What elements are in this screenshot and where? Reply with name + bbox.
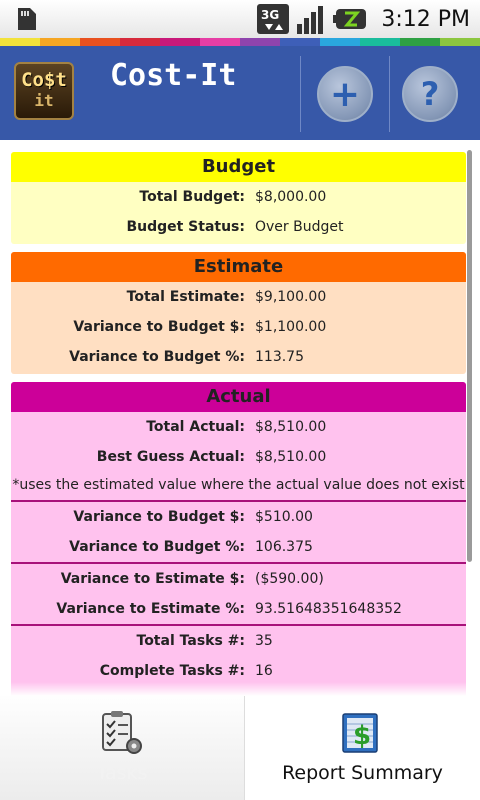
row-value: $9,100.00 — [255, 289, 327, 305]
tab-tasks[interactable] — [0, 696, 244, 800]
tab-tasks-label: Tasks — [96, 762, 148, 784]
row-label: Variance to Budget $: — [73, 509, 245, 525]
color-strip-segment — [160, 38, 200, 46]
color-strip-segment — [400, 38, 440, 46]
best-guess-actual-row — [11, 442, 466, 472]
row-label: Variance to Budget %: — [69, 539, 245, 555]
row-value: 93.51648351648352 — [255, 601, 402, 617]
bottom-tab-bar — [0, 696, 480, 800]
sd-card-icon — [14, 6, 40, 32]
budget-section — [11, 152, 466, 244]
scrollbar[interactable] — [467, 150, 472, 562]
add-button[interactable] — [317, 66, 373, 122]
row-value: Over Budget — [255, 219, 344, 235]
color-strip-segment — [200, 38, 240, 46]
row-label: Variance to Budget $: — [73, 319, 245, 335]
row-label: Variance to Budget %: — [69, 349, 245, 365]
actual-section — [11, 382, 466, 696]
variance-budget-amount-row — [11, 312, 466, 342]
color-strip-segment — [0, 38, 40, 46]
tab-report-summary[interactable] — [244, 696, 480, 800]
color-strip-segment — [240, 38, 280, 46]
row-value: $510.00 — [255, 509, 313, 525]
clock-time: 3:12 PM — [381, 6, 470, 32]
color-strip-segment — [320, 38, 360, 46]
logo-text-top: Co$t — [21, 69, 67, 91]
row-label: Total Budget: — [139, 189, 245, 205]
total-actual-row — [11, 412, 466, 442]
row-value: ($590.00) — [255, 571, 324, 587]
estimate-section — [11, 252, 466, 374]
row-value: 16 — [255, 663, 273, 679]
color-strip-segment — [120, 38, 160, 46]
variance-budget-percent-row — [11, 342, 466, 372]
row-label: Variance to Estimate $: — [60, 571, 245, 587]
row-label: Best Guess Actual: — [96, 449, 245, 465]
row-label: Total Tasks #: — [136, 633, 245, 649]
row-value: $8,510.00 — [255, 449, 327, 465]
logo-text-bottom: it — [34, 91, 54, 110]
app-logo — [14, 62, 74, 120]
row-label: Total Actual: — [146, 419, 245, 435]
svg-text:$: $ — [353, 721, 372, 751]
estimate-footnote: *uses the estimated value where the actual value does not exist — [12, 477, 465, 493]
variance-estimate-amount-row — [11, 564, 466, 594]
report-summary-icon — [341, 712, 381, 754]
actual-variance-budget-percent-row — [11, 532, 466, 562]
header-divider — [389, 56, 390, 132]
status-bar — [0, 0, 480, 38]
row-label: Complete Tasks #: — [99, 663, 245, 679]
row-label: Total Estimate: — [126, 289, 245, 305]
row-value: 35 — [255, 633, 273, 649]
row-label: Variance to Estimate %: — [56, 601, 245, 617]
help-button[interactable] — [402, 66, 458, 122]
battery-icon — [333, 6, 369, 32]
color-strip-segment — [280, 38, 320, 46]
color-strip-segment — [360, 38, 400, 46]
budget-status-row — [11, 212, 466, 242]
row-value: $1,100.00 — [255, 319, 327, 335]
network-3g-icon — [257, 4, 289, 34]
tasks-clipboard-icon — [98, 710, 144, 756]
row-value: 106.375 — [255, 539, 313, 555]
tab-report-summary-label: Report Summary — [282, 762, 443, 784]
color-strip-segment — [440, 38, 480, 46]
total-budget-row — [11, 182, 466, 212]
row-value: $8,510.00 — [255, 419, 327, 435]
svg-text:3G: 3G — [261, 8, 280, 22]
report-summary-content[interactable] — [0, 140, 480, 696]
budget-header: Budget — [11, 152, 466, 182]
color-strip-segment — [40, 38, 80, 46]
signal-icon — [295, 4, 327, 34]
row-label: Budget Status: — [126, 219, 245, 235]
app-header — [0, 46, 480, 140]
fade-edge — [0, 682, 480, 696]
row-value: 113.75 — [255, 349, 304, 365]
variance-estimate-percent-row — [11, 594, 466, 624]
actual-variance-budget-amount-row — [11, 502, 466, 532]
estimate-header: Estimate — [11, 252, 466, 282]
color-strip — [0, 38, 480, 46]
row-value: $8,000.00 — [255, 189, 327, 205]
total-estimate-row — [11, 282, 466, 312]
app-title: Cost-It — [110, 58, 237, 93]
header-divider — [300, 56, 301, 132]
total-tasks-row — [11, 626, 466, 656]
help-icon: ? — [420, 75, 440, 113]
plus-icon: + — [329, 73, 361, 115]
color-strip-segment — [80, 38, 120, 46]
actual-header: Actual — [11, 382, 466, 412]
